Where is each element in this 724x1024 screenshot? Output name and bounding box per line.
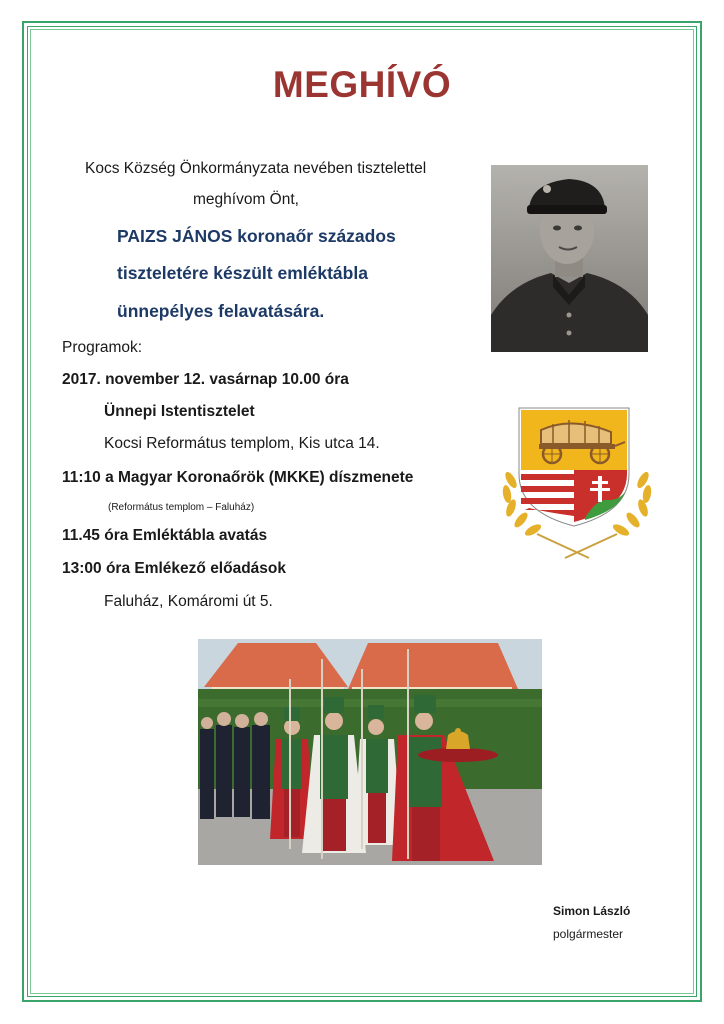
invitation-title: MEGHÍVÓ bbox=[272, 64, 452, 105]
honoree-line-1: PAIZS JÁNOS koronaőr százados bbox=[117, 226, 396, 246]
intro-line-1: Kocs Község Önkormányzata nevében tisztelettel bbox=[85, 160, 427, 177]
program-lectures: 13:00 óra Emlékező előadások bbox=[62, 560, 287, 577]
program-unveiling: 11.45 óra Emléktábla avatás bbox=[62, 527, 268, 544]
signature-role: polgármester bbox=[553, 927, 624, 941]
program-date: 2017. november 12. vasárnap 10.00 óra bbox=[62, 371, 349, 388]
coat-of-arms bbox=[497, 404, 657, 564]
program-heading: Programok: bbox=[62, 339, 143, 356]
program-service-place: Kocsi Református templom, Kis utca 14. bbox=[104, 435, 380, 452]
program-lectures-place: Faluház, Komáromi út 5. bbox=[104, 593, 273, 610]
crown-guards-parade-photo bbox=[198, 639, 542, 865]
intro-line-2: meghívom Önt, bbox=[193, 191, 299, 208]
program-parade-route: (Református templom – Faluház) bbox=[108, 502, 255, 513]
program-service: Ünnepi Istentisztelet bbox=[104, 403, 255, 420]
signature-name: Simon László bbox=[553, 904, 631, 918]
honoree-line-3: ünnepélyes felavatására. bbox=[117, 301, 325, 321]
honoree-line-2: tiszteletére készült emléktábla bbox=[117, 263, 368, 283]
portrait-photo bbox=[491, 165, 648, 352]
program-parade: 11:10 a Magyar Koronaőrök (MKKE) díszmenete bbox=[62, 469, 414, 486]
